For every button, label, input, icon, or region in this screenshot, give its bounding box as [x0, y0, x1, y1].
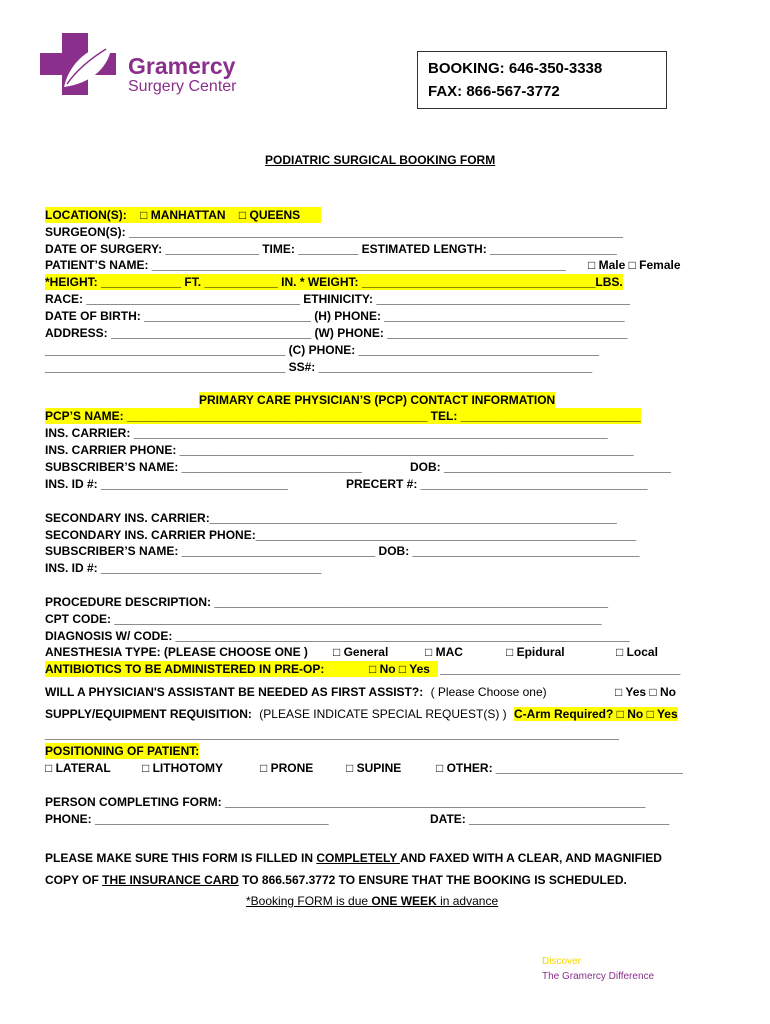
ins-carrier-phone-field[interactable]: INS. CARRIER PHONE: ____________________________________________________________________	[45, 443, 634, 457]
subscriber-dob-field[interactable]: DOB: __________________________________	[410, 460, 671, 474]
pa-question: WILL A PHYSICIAN'S ASSISTANT BE NEEDED AS FIRST ASSIST?:	[45, 685, 424, 699]
lithotomy-checkbox[interactable]: □ LITHOTOMY	[142, 761, 224, 775]
pcp-heading: PRIMARY CARE PHYSICIAN’S (PCP) CONTACT INFORMATION	[199, 393, 556, 407]
secondary-ins-id-field[interactable]: INS. ID #: _________________________________	[45, 561, 322, 575]
race-field[interactable]: RACE: ________________________________ ETHINICITY: ______________________________________	[45, 292, 630, 306]
subscriber-name-field[interactable]: SUBSCRIBER’S NAME: ___________________________	[45, 460, 362, 474]
precert-field[interactable]: PRECERT #: __________________________________	[346, 477, 648, 491]
secondary-subscriber-field[interactable]: SUBSCRIBER’S NAME: _____________________________ DOB: __________________________________	[45, 544, 640, 558]
anesthesia-mac-checkbox[interactable]: □ MAC	[425, 645, 463, 659]
location-label: LOCATION(S):	[45, 208, 127, 222]
antibiotics-row	[45, 661, 438, 677]
tagline-difference: The Gramercy Difference	[542, 971, 655, 982]
antibiotics-field[interactable]: ____________________________________	[440, 662, 681, 676]
carm-checkboxes[interactable]: C-Arm Required? □ No □ Yes	[514, 707, 678, 721]
pa-checkboxes[interactable]: □ Yes □ No	[615, 685, 676, 699]
ins-id-field[interactable]: INS. ID #: ____________________________	[45, 477, 288, 491]
brand-name: Gramercy	[128, 53, 236, 79]
address-line-3[interactable]: ____________________________________ SS#: _________________________________________	[45, 360, 593, 374]
antibiotics-label: ANTIBIOTICS TO BE ADMINISTERED IN PRE-OP:	[45, 662, 325, 676]
address-line-2[interactable]: ____________________________________ (C) PHONE: ____________________________________	[45, 343, 599, 357]
footer-one-week: ONE WEEK	[371, 894, 437, 908]
footer-line-3c: in advance	[436, 894, 499, 908]
supply-field[interactable]: ______________________________________________________________________________________	[45, 727, 619, 741]
supply-label: SUPPLY/EQUIPMENT REQUISITION:	[45, 707, 252, 721]
manhattan-checkbox[interactable]: □ MANHATTAN	[140, 208, 226, 222]
prone-checkbox[interactable]: □ PRONE	[260, 761, 314, 775]
antibiotics-checkboxes[interactable]: □ No □ Yes	[369, 662, 430, 676]
person-completing-field[interactable]: PERSON COMPLETING FORM: _______________________________________________________________	[45, 795, 646, 809]
pcp-name-field[interactable]: PCP’S NAME: _____________________________________________ TEL: ___________________________	[45, 409, 641, 423]
surgeon-field[interactable]: SURGEON(S): __________________________________________________________________________	[45, 225, 623, 239]
completion-phone-field[interactable]: PHONE: ___________________________________	[45, 812, 329, 826]
secondary-carrier-phone-field[interactable]: SECONDARY INS. CARRIER PHONE:_________________________________________________________	[45, 528, 637, 542]
footer-line-3a: *Booking FORM is due	[246, 894, 372, 908]
pa-choose-note: ( Please Choose one)	[430, 685, 547, 699]
footer-line-3	[246, 893, 498, 909]
cross-leaf-icon	[40, 33, 130, 95]
lateral-checkbox[interactable]: □ LATERAL	[45, 761, 111, 775]
booking-phone: BOOKING: 646-350-3338	[428, 60, 603, 77]
brand-subtitle: Surgery Center	[128, 78, 237, 95]
footer-line-1c: AND FAXED WITH A CLEAR, AND MAGNIFIED	[399, 851, 662, 865]
positioning-heading: POSITIONING OF PATIENT:	[45, 744, 200, 758]
height-weight-field[interactable]: *HEIGHT: ____________ FT. ___________ IN. * WEIGHT: ___________________________________LBS.	[45, 275, 623, 289]
sex-checkboxes[interactable]: □ Male □ Female	[588, 258, 681, 272]
footer-line-2c: TO 866.567.3772 TO ENSURE THAT THE BOOKING IS SCHEDULED.	[238, 873, 627, 887]
anesthesia-local-checkbox[interactable]: □ Local	[616, 645, 658, 659]
address-field[interactable]: ADDRESS: ______________________________ (W) PHONE: ____________________________________	[45, 326, 628, 340]
procedure-description-field[interactable]: PROCEDURE DESCRIPTION: ___________________________________________________________	[45, 595, 609, 609]
date-of-surgery-field[interactable]: DATE OF SURGERY: ______________ TIME: _________ ESTIMATED LENGTH: ___________________	[45, 242, 617, 256]
tagline-discover: Discover	[542, 956, 581, 967]
ins-carrier-field[interactable]: INS. CARRIER: _______________________________________________________________________	[45, 426, 608, 440]
anesthesia-label: ANESTHESIA TYPE: (PLEASE CHOOSE ONE )	[45, 645, 308, 659]
footer-line-1	[45, 850, 662, 866]
supine-checkbox[interactable]: □ SUPINE	[346, 761, 402, 775]
footer-completely: COMPLETELY	[316, 851, 400, 865]
other-checkbox[interactable]: □ OTHER: ____________________________	[436, 761, 683, 775]
cpt-code-field[interactable]: CPT CODE: _________________________________________________________________________	[45, 612, 602, 626]
footer-line-2	[45, 872, 627, 888]
location-row	[45, 207, 321, 223]
footer-line-1a: PLEASE MAKE SURE THIS FORM IS FILLED IN	[45, 851, 317, 865]
anesthesia-general-checkbox[interactable]: □ General	[333, 645, 389, 659]
footer-line-2a: COPY OF	[45, 873, 103, 887]
dob-field[interactable]: DATE OF BIRTH: _________________________ (H) PHONE: ____________________________________	[45, 309, 625, 323]
form-title: PODIATRIC SURGICAL BOOKING FORM	[265, 153, 496, 167]
fax-number: FAX: 866-567-3772	[428, 83, 560, 100]
supply-row	[45, 706, 678, 722]
pa-row	[45, 684, 547, 700]
supply-note: (PLEASE INDICATE SPECIAL REQUEST(S) )	[259, 707, 507, 721]
anesthesia-epidural-checkbox[interactable]: □ Epidural	[506, 645, 565, 659]
secondary-carrier-field[interactable]: SECONDARY INS. CARRIER:_____________________________________________________________	[45, 511, 617, 525]
diagnosis-field[interactable]: DIAGNOSIS W/ CODE: ____________________________________________________________________	[45, 629, 630, 643]
queens-checkbox[interactable]: □ QUEENS	[238, 208, 301, 222]
footer-insurance-card: THE INSURANCE CARD	[102, 873, 239, 887]
patient-name-field[interactable]: PATIENT’S NAME: ______________________________________________________________	[45, 258, 566, 272]
completion-date-field[interactable]: DATE: ______________________________	[430, 812, 670, 826]
contact-box	[417, 51, 667, 109]
